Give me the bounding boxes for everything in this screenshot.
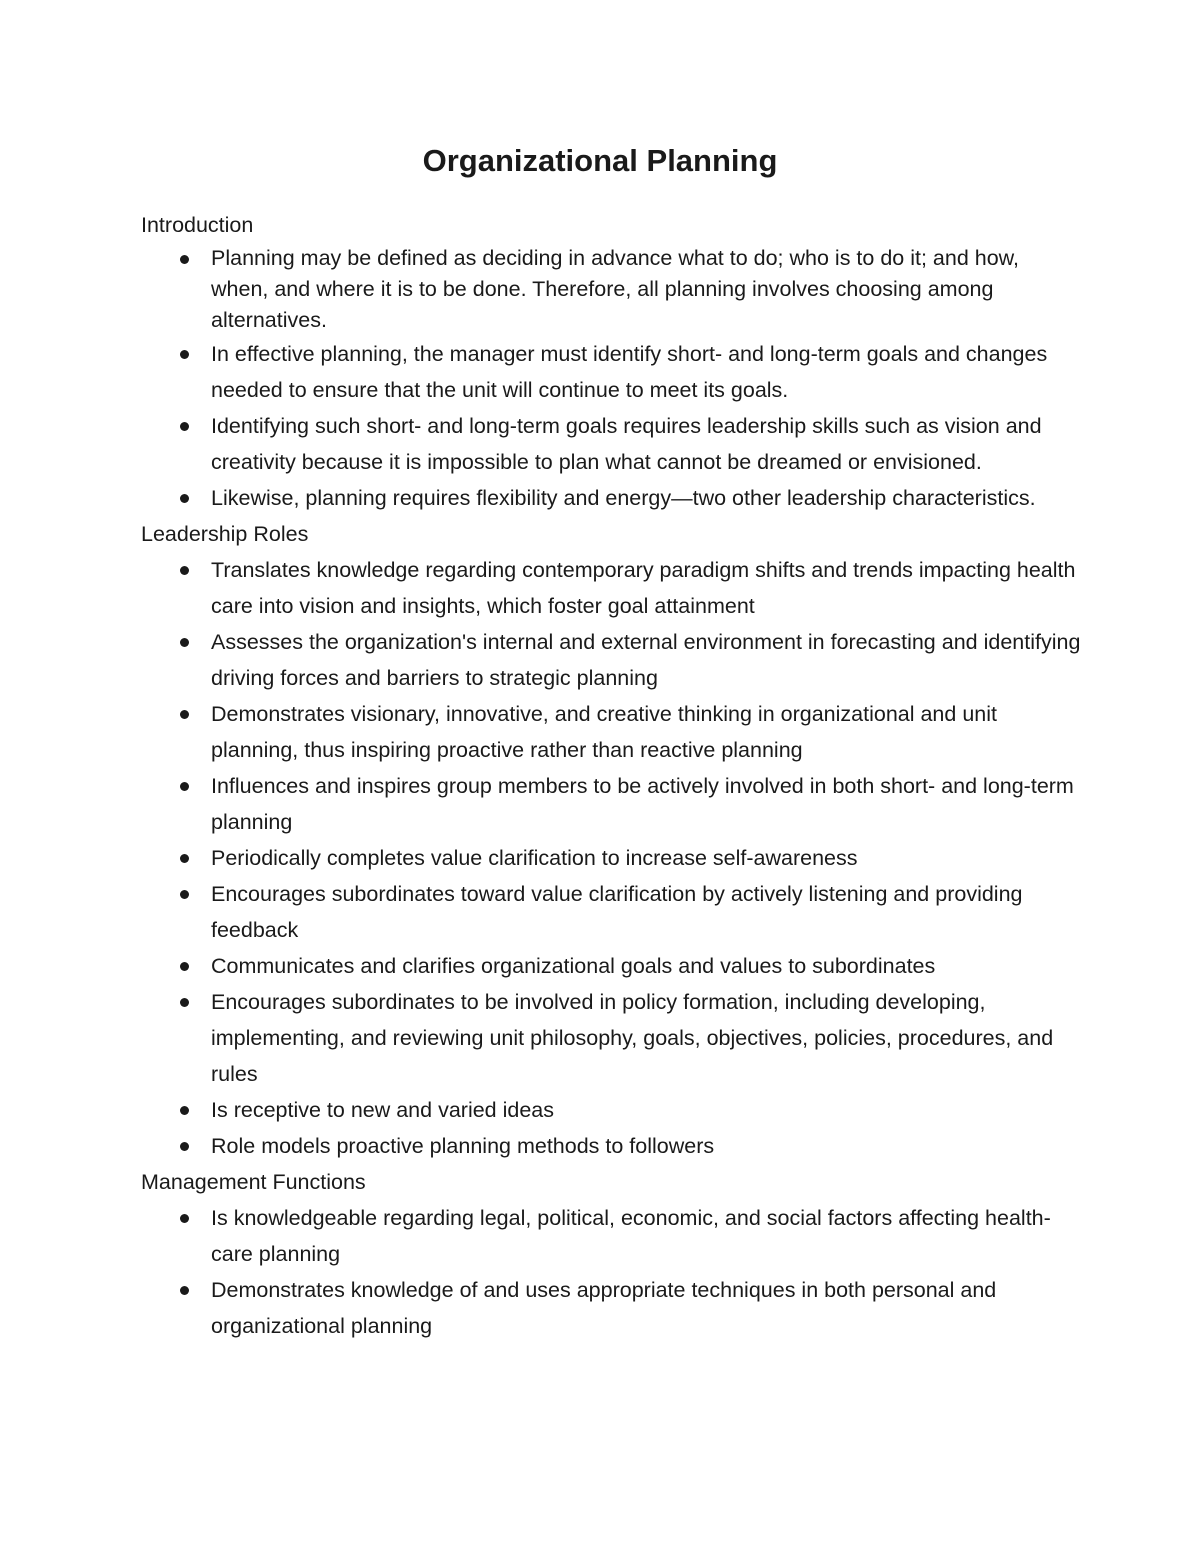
- list-item-text: Influences and inspires group members to be actively involved in both short- and long-term planning: [211, 774, 1074, 834]
- management-functions-list: [141, 1200, 1081, 1344]
- bullet-icon: [180, 962, 189, 971]
- list-item-text: Translates knowledge regarding contemporary paradigm shifts and trends impacting health care into vision and insights, which foster goal attainment: [211, 558, 1076, 618]
- list-item-text: Communicates and clarifies organizational goals and values to subordinates: [211, 954, 936, 978]
- list-item-text: Is receptive to new and varied ideas: [211, 1098, 555, 1122]
- bullet-icon: [180, 854, 189, 863]
- bullet-icon: [180, 1286, 189, 1295]
- list-item-text: Encourages subordinates to be involved in policy formation, including developing, implementing, and reviewing unit philosophy, goals, objectives, policies, procedures, and rules: [211, 990, 1054, 1086]
- list-item: [141, 984, 1081, 1092]
- list-item-text: In effective planning, the manager must identify short- and long-term goals and changes needed to ensure that the unit will continue to meet its goals.: [211, 342, 1048, 402]
- list-item: [141, 480, 1081, 516]
- list-item-text: Is knowledgeable regarding legal, political, economic, and social factors affecting health-care planning: [211, 1206, 1051, 1266]
- list-item: [141, 336, 1081, 408]
- list-item-text: Identifying such short- and long-term goals requires leadership skills such as vision and creativity because it is impossible to plan what cannot be dreamed or envisioned.: [211, 414, 1042, 474]
- list-item: [141, 1200, 1081, 1272]
- list-item: [141, 840, 1081, 876]
- list-item: [141, 624, 1081, 696]
- bullet-icon: [180, 890, 189, 899]
- section-heading-introduction: Introduction: [141, 213, 254, 237]
- list-item: [141, 1128, 1081, 1164]
- bullet-icon: [180, 638, 189, 647]
- bullet-icon: [180, 998, 189, 1007]
- list-item: [141, 1092, 1081, 1128]
- list-item: [141, 243, 1081, 336]
- list-item-text: Likewise, planning requires flexibility and energy—two other leadership characteristics.: [211, 486, 1036, 510]
- bullet-icon: [180, 710, 189, 719]
- bullet-icon: [180, 1142, 189, 1151]
- list-item-text: Periodically completes value clarification to increase self-awareness: [211, 846, 858, 870]
- list-item-text: Role models proactive planning methods to followers: [211, 1134, 715, 1158]
- list-item-text: Encourages subordinates toward value clarification by actively listening and providing feedback: [211, 882, 1023, 942]
- bullet-icon: [180, 1214, 189, 1223]
- list-item-text: Demonstrates visionary, innovative, and creative thinking in organizational and unit planning, thus inspiring proactive rather than reactive planning: [211, 702, 997, 762]
- list-item-text: Demonstrates knowledge of and uses appropriate techniques in both personal and organizational planning: [211, 1278, 997, 1338]
- bullet-icon: [180, 350, 189, 359]
- list-item-text: Assesses the organization's internal and external environment in forecasting and identifying driving forces and barriers to strategic planning: [211, 630, 1081, 690]
- list-item: [141, 768, 1081, 840]
- list-item: [141, 876, 1081, 948]
- bullet-icon: [180, 566, 189, 575]
- bullet-icon: [180, 422, 189, 431]
- document-title: Organizational Planning: [422, 143, 778, 178]
- section-heading-management-functions: Management Functions: [141, 1170, 366, 1194]
- introduction-list: [141, 243, 1081, 516]
- list-item: [141, 696, 1081, 768]
- list-item: [141, 948, 1081, 984]
- section-heading-leadership-roles: Leadership Roles: [141, 522, 309, 546]
- list-item: [141, 1272, 1081, 1344]
- bullet-icon: [180, 782, 189, 791]
- leadership-roles-list: [141, 552, 1081, 1164]
- list-item-text: Planning may be defined as deciding in advance what to do; who is to do it; and how, when, and where it is to be done. Therefore, all planning involves choosing among alternatives.: [211, 246, 1019, 332]
- document-body: [141, 207, 1081, 1344]
- bullet-icon: [180, 494, 189, 503]
- list-item: [141, 552, 1081, 624]
- bullet-icon: [180, 255, 189, 264]
- list-item: [141, 408, 1081, 480]
- bullet-icon: [180, 1106, 189, 1115]
